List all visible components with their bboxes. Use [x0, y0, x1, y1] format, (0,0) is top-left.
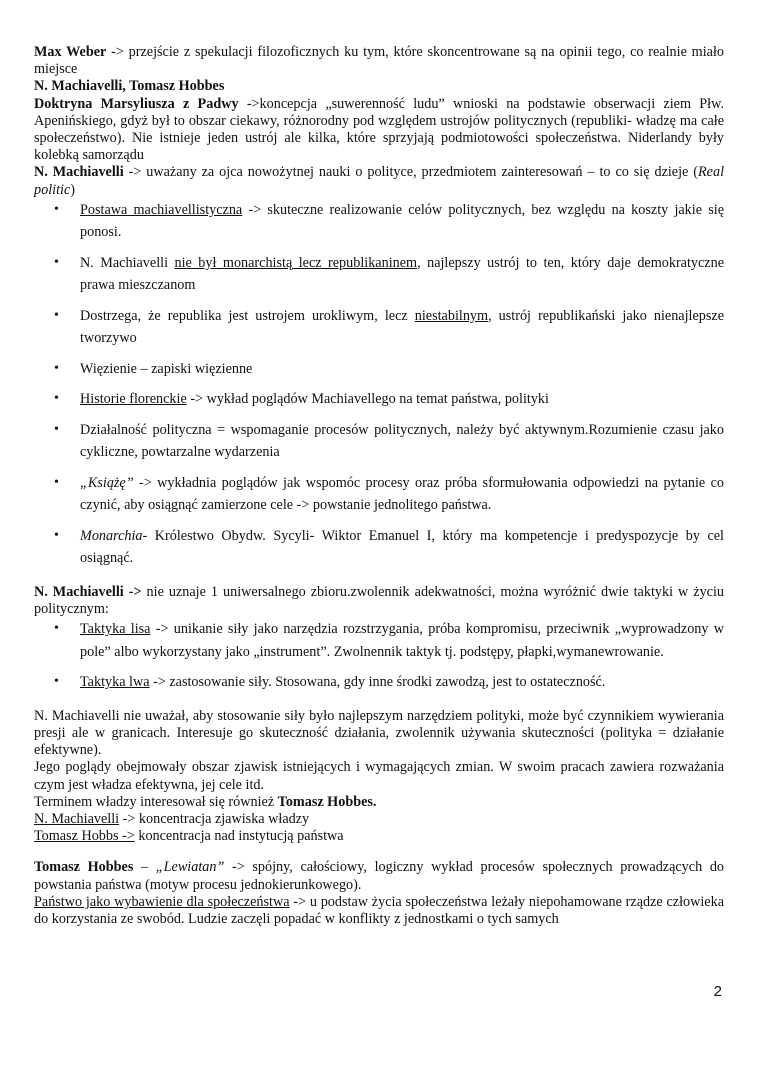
machiavelli-list [34, 199, 724, 570]
paragraph-max-weber: Max Weber -> przejście z spekulacji filozoficznych ku tym, które skoncentrowane są na opinii tego, co realnie miało miejsce [34, 44, 724, 78]
list-item: • Taktyka lisa -> unikanie siły jako narzędzia rozstrzygania, próba kompromisu, przeciwnik „wyprowadzony w pole” albo wykorzystany jako „instrument”. Zwolnennik taktyk tj. podstępy, płapki,wymanewrowanie. [80, 618, 724, 663]
paragraph-force: N. Machiavelli nie uważał, aby stosowanie siły było najlepszym narzędziem polityki, może być czynnikiem wywierania presji ale w granicach. Interesuje go skuteczność działania, zwolennik używania skuteczności (polityka = działanie efektywne). [34, 707, 724, 759]
list-item: • Działalność polityczna = wspomaganie procesów politycznych, należy być aktywnym.Rozumienie czasu jako cykliczne, powtarzalne wydarzenia [80, 419, 724, 464]
paragraph-tactics-intro: N. Machiavelli -> nie uznaje 1 uniwersalnego zbioru.zwolennik adekwatności, można wyróżnić dwie taktyki w życiu politycznym: [34, 583, 725, 618]
paragraph-machiavelli-intro: N. Machiavelli -> uważany za ojca nowożytnej nauki o polityce, przedmiotem zainteresowań – to co się dzieje (Real politic) [34, 164, 725, 198]
paragraph-views: Jego poglądy obejmowały obszar zjawisk istniejących i wymagających zmian. W swoim pracach zawiera rozważania czym jest władza efektywna, jej cele itd. [34, 759, 724, 793]
paragraph-hobbs-focus: Tomasz Hobbs -> koncentracja nad instytucją państwa [34, 828, 344, 845]
list-item: • Taktyka lwa -> zastosowanie siły. Stosowana, gdy inne środki zawodzą, jest to ostateczność. [80, 671, 724, 694]
list-item: • Dostrzega, że republika jest ustrojem urokliwym, lecz niestabilnym, ustrój republikański jako nienajlepsze tworzywo [80, 305, 724, 350]
list-item: • Historie florenckie -> wykład poglądów Machiavellego na temat państwa, polityki [80, 388, 724, 411]
paragraph-power-term: Terminem władzy interesował się również Tomasz Hobbes. [34, 793, 377, 810]
list-item: • Monarchia- Królestwo Obydw. Sycyli- Wiktor Emanuel I, który ma kompetencje i predyspozycje by cel osiągnąć. [80, 525, 724, 570]
list-item: • „Książę” -> wykładnia poglądów jak wspomóc procesy oraz próba sformułowania odpowiedzi na pytanie co czynić, aby osiągnąć zamierzone cele -> powstanie jednolitego państwa. [80, 472, 724, 517]
heading-authors: N. Machiavelli, Tomasz Hobbes [34, 78, 225, 95]
paragraph-machiavelli-focus: N. Machiavelli -> koncentracja zjawiska władzy [34, 810, 310, 827]
page-number: 2 [713, 983, 722, 1000]
list-item: • Postawa machiavellistyczna -> skuteczne realizowanie celów politycznych, bez względu na koszty jakie się ponosi. [80, 199, 724, 244]
list-item: • Więzienie – zapiski więzienne [80, 358, 724, 381]
document-body [34, 44, 724, 928]
paragraph-marsyliusz: Doktryna Marsyliusza z Padwy ->koncepcja „suwerenność ludu” wnioski na podstawie obserwacji ziem Płw. Apenińskiego, gdyż był to obszar ciekawy, różnorodny pod względem ustrojów politycznych (republiki- władzę ma całe społeczeństwo). Nie istnieje jeden ustrój ale kilka, które sprzyjają podmiotowości społeczeństwa. Niderlandy były kolebką samorządu [34, 95, 724, 164]
paragraph-state: Państwo jako wybawienie dla społeczeństwa -> u podstaw życia społeczeństwa leżały niepohamowane rządze człowieka do korzystania ze swobód. Ludzie zaczęli popadać w konflikty z jednostkami o tych samych [34, 893, 724, 927]
paragraph-lewiatan: Tomasz Hobbes – „Lewiatan” -> spójny, całościowy, logiczny wykład procesów społecznych prowadzących do powstania państwa (motyw procesu jednokierunkowego). [34, 859, 725, 893]
tactics-list [34, 618, 724, 694]
list-item: • N. Machiavelli nie był monarchistą lecz republikaninem, najlepszy ustrój to ten, który daje demokratyczne prawa mieszczanom [80, 252, 724, 297]
